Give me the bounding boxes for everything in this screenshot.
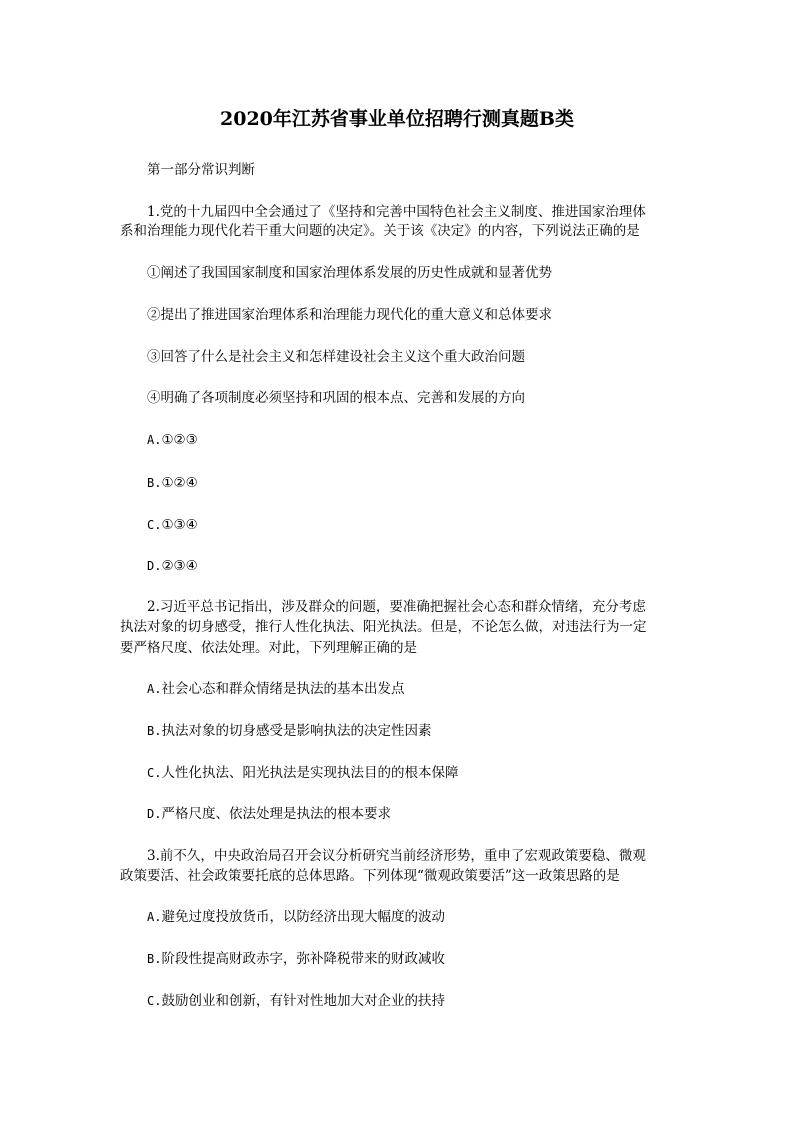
question-2-option-d (147, 805, 391, 823)
page-title: 2020年江苏省事业单位招聘行测真题B类 (220, 108, 574, 130)
option-text: ①②③ (161, 432, 198, 448)
option-letter: C. (147, 518, 162, 532)
option-text: ①②④ (161, 475, 198, 491)
option-letter: B. (147, 476, 162, 490)
question-1-option-b (147, 474, 198, 492)
option-text: 鼓励创业和创新，有针对性地加大对企业的扶持 (161, 993, 445, 1009)
question-2-option-b (147, 722, 431, 740)
option-letter: B. (147, 952, 162, 966)
question-2-stem-line-3: 要严格尺度、依法处理。对此，下列理解正确的是 (120, 640, 417, 656)
question-1-statement-2: ②提出了推进国家治理体系和治理能力现代化的重大意义和总体要求 (147, 307, 552, 323)
option-letter: A. (147, 910, 162, 924)
question-1-option-c (147, 516, 198, 534)
option-text: 社会心态和群众情绪是执法的基本出发点 (161, 681, 405, 697)
option-text: 执法对象的切身感受是影响执法的决定性因素 (161, 723, 432, 739)
question-1-statement-4: ④明确了各项制度必须坚持和巩固的根本点、完善和发展的方向 (147, 390, 525, 406)
option-text: 阶段性提高财政赤字，弥补降税带来的财政减收 (161, 951, 445, 967)
question-3-stem-line-2: 政策要活、社会政策要托底的总体思路。下列体现“微观政策要活”这一政策思路的是 (120, 868, 620, 884)
option-text: 避免过度投放货币，以防经济出现大幅度的波动 (161, 909, 445, 925)
option-letter: C. (147, 994, 162, 1008)
section-heading: 第一部分常识判断 (147, 162, 255, 178)
option-text: 严格尺度、依法处理是执法的根本要求 (161, 806, 391, 822)
option-text: ①③④ (161, 517, 198, 533)
question-3-option-c (147, 992, 445, 1010)
question-3-stem-line-1: 3.前不久，中央政治局召开会议分析研究当前经济形势，重申了宏观政策要稳、微观 (147, 848, 646, 864)
question-1-statement-1: ①阐述了我国国家制度和国家治理体系发展的历史性成就和显著优势 (147, 265, 552, 281)
option-letter: B. (147, 724, 162, 738)
option-letter: D. (147, 807, 162, 821)
question-1-option-d (147, 557, 198, 575)
question-1-stem-line-2: 系和治理能力现代化若干重大问题的决定》。关于该《决定》的内容，下列说法正确的是 (120, 223, 640, 239)
question-2-option-a (147, 680, 404, 698)
question-2-option-c (147, 764, 458, 782)
question-1-option-a (147, 431, 198, 449)
question-2-stem-line-2: 执法对象的切身感受，推行人性化执法、阳光执法。但是，不论怎么做，对违法行为一定 (120, 619, 647, 635)
option-letter: C. (147, 766, 162, 780)
question-1-stem-line-1: 1.党的十九届四中全会通过了《坚持和完善中国特色社会主义制度、推进国家治理体 (147, 204, 646, 220)
option-letter: A. (147, 682, 162, 696)
question-3-option-a (147, 908, 445, 926)
question-2-stem-line-1: 2.习近平总书记指出，涉及群众的问题，要准确把握社会心态和群众情绪，充分考虑 (147, 599, 646, 615)
option-text: ②③④ (161, 558, 198, 574)
question-1-statement-3: ③回答了什么是社会主义和怎样建设社会主义这个重大政治问题 (147, 349, 525, 365)
option-letter: D. (147, 559, 162, 573)
option-letter: A. (147, 433, 162, 447)
option-text: 人性化执法、阳光执法是实现执法目的的根本保障 (161, 765, 459, 781)
question-3-option-b (147, 950, 445, 968)
